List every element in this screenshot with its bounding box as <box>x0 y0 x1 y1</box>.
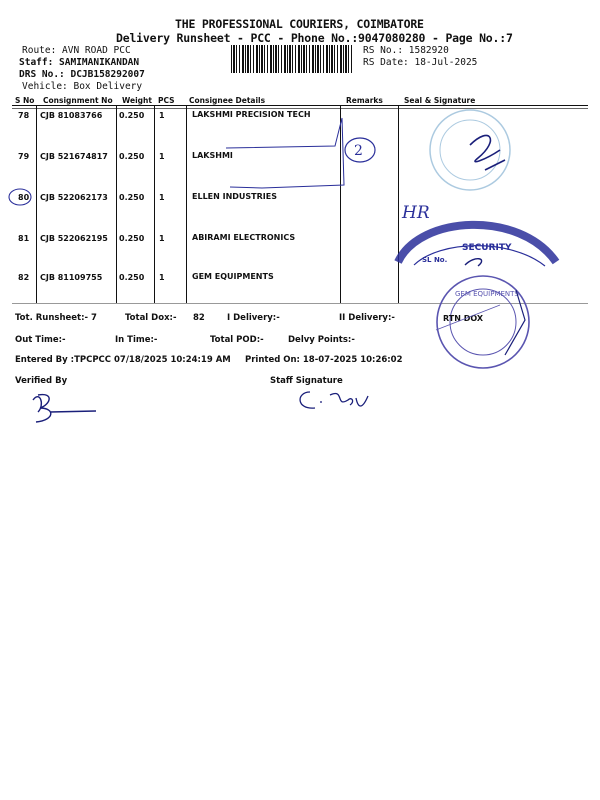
column-header-pcs: PCS <box>158 96 175 105</box>
row-consignee: LAKSHMI PRECISION TECH <box>192 110 311 119</box>
tot-runsheet: Tot. Runsheet:- 7 <box>15 313 97 323</box>
staff-signature <box>300 392 368 408</box>
row-pcs: 1 <box>159 273 165 282</box>
out-time: Out Time:- <box>15 335 66 345</box>
row-consignment: CJB 521674817 <box>40 152 108 161</box>
row-consignment: CJB 522062173 <box>40 193 108 202</box>
handwritten-bracket <box>226 118 344 188</box>
verified-signature <box>33 395 96 422</box>
row-weight: 0.250 <box>119 273 145 282</box>
stamp-security-text: SECURITY <box>462 243 512 253</box>
column-header-consignee: Consignee Details <box>189 96 266 105</box>
runsheet-subtitle: Delivery Runsheet - PCC - Phone No.:9047080280 - Page No.:7 <box>116 31 513 45</box>
row-weight: 0.250 <box>119 152 145 161</box>
faint-round-stamp <box>430 110 510 190</box>
column-header-weight: Weight <box>122 96 152 105</box>
row-sno: 79 <box>18 152 30 161</box>
remark-circle-79 <box>345 138 375 162</box>
ii-delivery: II Delivery:- <box>339 313 395 323</box>
row-consignee: GEM EQUIPMENTS <box>192 272 274 281</box>
total-dox-value: 82 <box>193 313 205 323</box>
stamp-gem-text: GEM EQUIPMENTS <box>455 290 519 298</box>
printed-on: Printed On: 18-07-2025 10:26:02 <box>245 355 403 365</box>
row-pcs: 1 <box>159 193 165 202</box>
drs-number: DRS No.: DCJB158292007 <box>19 69 145 80</box>
rs-number: RS No.: 1582920 <box>363 45 449 56</box>
row-consignee: LAKSHMI <box>192 151 233 160</box>
row-sno: 81 <box>18 234 30 243</box>
row-pcs: 1 <box>159 152 165 161</box>
staff-signature-label: Staff Signature <box>270 376 343 386</box>
row-sno: 80 <box>18 193 30 202</box>
column-header-sno: S No <box>15 96 35 105</box>
row-pcs: 1 <box>159 111 165 120</box>
security-stamp <box>398 225 556 266</box>
row-sno: 82 <box>18 273 30 282</box>
row-sno: 78 <box>18 111 30 120</box>
stamp-rtn-text: RTN DOX <box>443 314 484 323</box>
total-dox-label: Total Dox:- <box>125 313 177 323</box>
row-pcs: 1 <box>159 234 165 243</box>
delvy-points: Delvy Points:- <box>288 335 355 345</box>
staff-label: Staff: SAMIMANIKANDAN <box>19 57 140 68</box>
row-consignment: CJB 522062195 <box>40 234 108 243</box>
row-weight: 0.250 <box>119 234 145 243</box>
vehicle-label: Vehicle: Box Delivery <box>22 81 143 92</box>
row-consignee: ELLEN INDUSTRIES <box>192 192 277 201</box>
verified-by: Verified By <box>15 376 68 386</box>
total-pod: Total POD:- <box>210 335 264 345</box>
route-label: Route: AVN ROAD PCC <box>22 45 131 56</box>
sno-circle <box>9 189 31 205</box>
handwritten-hr: HR <box>402 203 430 223</box>
row-consignment: CJB 81109755 <box>40 273 103 282</box>
rs-date: RS Date: 18-Jul-2025 <box>363 57 478 68</box>
row-consignee: ABIRAMI ELECTRONICS <box>192 233 296 242</box>
column-header-seal: Seal & Signature <box>404 96 476 105</box>
in-time: In Time:- <box>115 335 158 345</box>
company-title: THE PROFESSIONAL COURIERS, COIMBATORE <box>175 17 424 31</box>
stamp-sl-text: SL No. <box>422 256 448 264</box>
gem-equipments-stamp <box>436 276 529 368</box>
column-header-consignment: Consignment No <box>43 96 113 105</box>
row-consignment: CJB 81083766 <box>40 111 103 120</box>
column-header-remarks: Remarks <box>346 96 383 105</box>
row-weight: 0.250 <box>119 193 145 202</box>
entered-by: Entered By :TPCPCC 07/18/2025 10:24:19 AM <box>15 355 231 365</box>
i-delivery: I Delivery:- <box>227 313 280 323</box>
remark-79-text: 2 <box>354 143 363 159</box>
row-weight: 0.250 <box>119 111 145 120</box>
